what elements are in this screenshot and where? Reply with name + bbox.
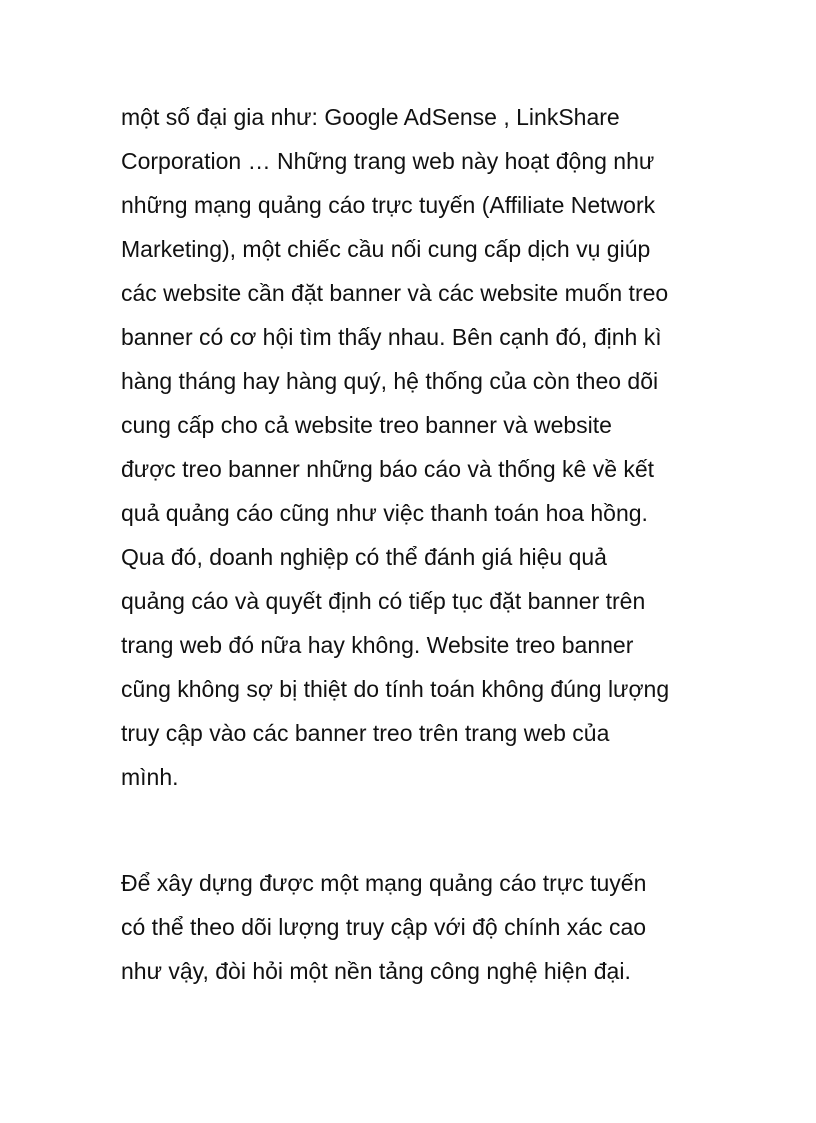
text-line: được treo banner những báo cáo và thống kê về kết — [121, 456, 655, 482]
paragraph-1 — [121, 95, 721, 799]
text-line: các website cần đặt banner và các website muốn treo — [121, 280, 669, 306]
text-line: cũng không sợ bị thiệt do tính toán không đúng lượng — [121, 676, 670, 702]
text-line: banner có cơ hội tìm thấy nhau. Bên cạnh đó, định kì — [121, 324, 662, 350]
text-line: những mạng quảng cáo trực tuyến (Affiliate Network — [121, 192, 656, 218]
text-line: Corporation … Những trang web này hoạt động như — [121, 148, 655, 174]
text-line: mình. — [121, 764, 179, 790]
text-line: quả quảng cáo cũng như việc thanh toán hoa hồng. — [121, 500, 648, 526]
text-line: truy cập vào các banner treo trên trang web của — [121, 720, 610, 746]
paragraph-2 — [121, 861, 721, 993]
text-line: cung cấp cho cả website treo banner và website — [121, 412, 612, 438]
text-line: có thể theo dõi lượng truy cập với độ chính xác cao — [121, 914, 647, 940]
text-line: Để xây dựng được một mạng quảng cáo trực tuyến — [121, 870, 647, 896]
text-line: hàng tháng hay hàng quý, hệ thống của còn theo dõi — [121, 368, 659, 394]
text-line: một số đại gia như: Google AdSense , LinkShare — [121, 104, 620, 130]
text-line: quảng cáo và quyết định có tiếp tục đặt banner trên — [121, 588, 646, 614]
text-line: Marketing), một chiếc cầu nối cung cấp dịch vụ giúp — [121, 236, 651, 262]
text-line: như vậy, đòi hỏi một nền tảng công nghệ hiện đại. — [121, 958, 631, 984]
text-line: trang web đó nữa hay không. Website treo banner — [121, 632, 634, 658]
text-line: Qua đó, doanh nghiệp có thể đánh giá hiệu quả — [121, 544, 607, 570]
